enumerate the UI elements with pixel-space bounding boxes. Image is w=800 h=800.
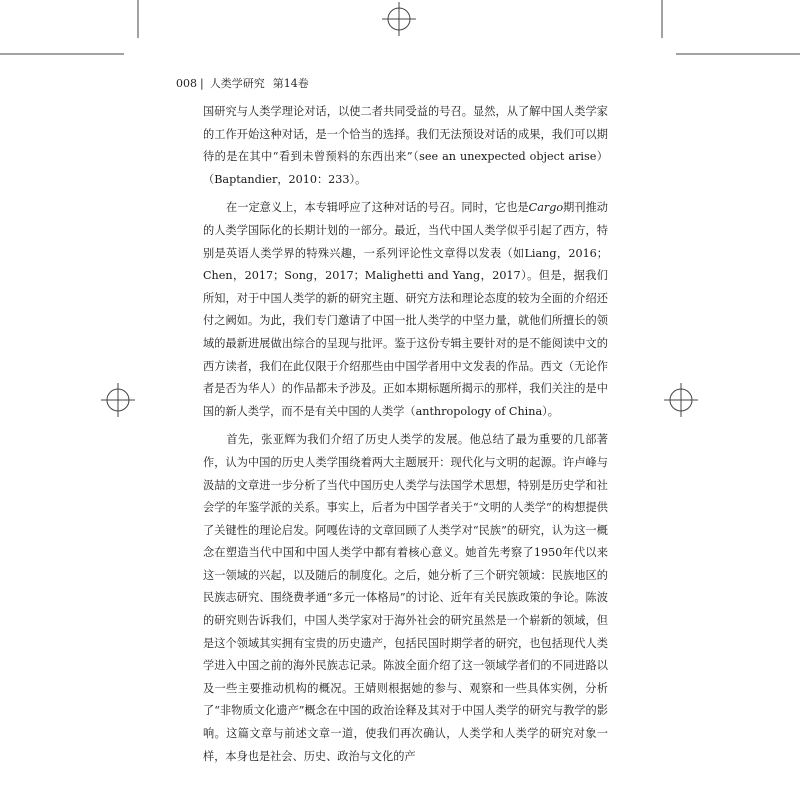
crop-mark-top-left [0, 0, 138, 54]
registration-mark-top [382, 2, 416, 36]
body-text [203, 101, 608, 768]
journal-title: 人类学研究 [209, 77, 265, 90]
paragraph-text: 国研究与人类学理论对话，以使二者共同受益的号召。显然，从了解中国人类学家的工作开始这种对话，是一个恰当的选择。我们无法预设对话的成果，我们可以期待的是在其中“看到未曾预料的东西出来”（see an unexpected object arise）（Baptandier，2010：233）。 [203, 105, 608, 186]
paragraph-text: 首先，张亚辉为我们介绍了历史人类学的发展。他总结了最为重要的几部著作，认为中国的历史人类学围绕着两大主题展开：现代化与文明的起源。许卢峰与汲喆的文章进一步分析了当代中国历史人类学与法国学术思想，特别是历史学和社会学的年鉴学派的关系。事实上，后者为中国学者关于“文明的人类学”的构想提供了关键性的理论启发。阿嘎佐诗的文章回顾了人类学对“民族”的研究，认为这一概念在塑造当代中国和中国人类学中都有着核心意义。她首先考察了1950年代以来这一领域的兴起，以及随后的制度化。之后，她分析了三个研究领域：民族地区的民族志研究、围绕费孝通“多元一体格局”的讨论、近年有关民族政策的争论。陈波的研究则告诉我们，中国人类学家对于海外社会的研究虽然是一个崭新的领域，但是这个领域其实拥有宝贵的历史遗产，包括民国时期学者的研究，也包括现代人类学进入中国之前的海外民族志记录。陈波全面介绍了这一领域学者们的不同进路以及一些主要推动机构的概况。王婧则根据她的参与、观察和一些具体实例，分析了“非物质文化遗产”概念在中国的政治诠释及其对于中国人类学的研究与教学的影响。这篇文章与前述文章一道，使我们再次确认，人类学和人类学的研究对象一样，本身也是社会、历史、政治与文化的产 [203, 433, 608, 763]
page-number: 008 [176, 77, 197, 90]
running-header [176, 75, 309, 91]
paragraph-text: 期刊推动的人类学国际化的长期计划的一部分。最近，当代中国人类学似乎引起了西方，特别是英语人类学界的特殊兴趣，一系列评论性文章得以发表（如Liang，2016；Chen，2017；Song，2017；Malighetti and Yang，2017）。但是，据我们所知，对于中国人类学的新的研究主题、研究方法和理论态度的较为全面的介绍还付之阙如。为此，我们专门邀请了中国一批人类学的中坚力量，就他们所擅长的领域的最新进展做出综合的呈现与批评。鉴于这份专辑主要针对的是不能阅读中文的西方读者，我们在此仅限于介绍那些由中国学者用中文发表的作品。西文（无论作者是否为华人）的作品都未予涉及。正如本期标题所揭示的那样，我们关注的是中国的新人类学，而不是有关中国的人类学（anthropology of China）。 [203, 201, 608, 418]
header-separator: | [200, 77, 204, 90]
journal-name-italic: Cargo [528, 201, 564, 215]
registration-mark-left [101, 383, 135, 417]
crop-mark-top-right [662, 0, 800, 54]
paragraph-text: 在一定意义上，本专辑呼应了这种对话的号召。同时，它也是 [226, 201, 529, 215]
paragraph [203, 429, 608, 768]
paragraph-continuation [203, 101, 608, 191]
paragraph [203, 197, 608, 423]
registration-mark-right [664, 383, 698, 417]
volume-label: 第14卷 [272, 77, 309, 90]
